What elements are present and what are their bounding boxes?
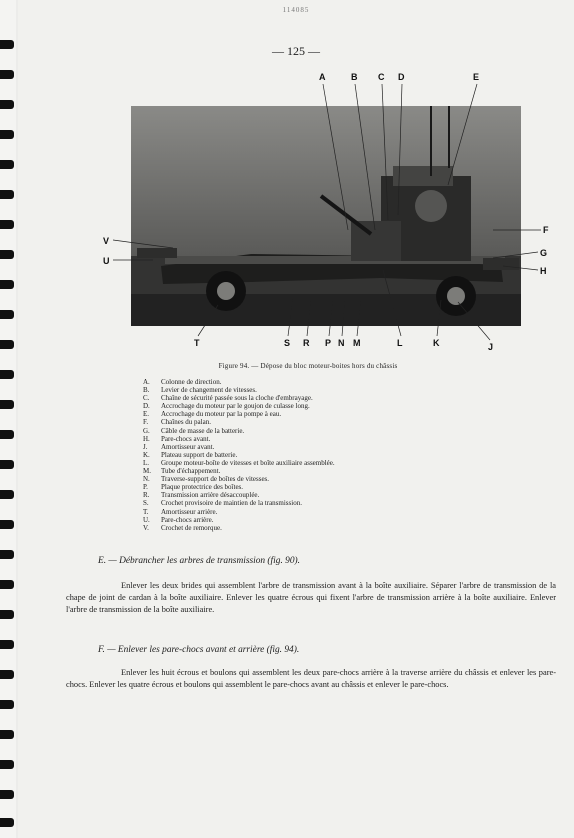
binding-ring (0, 190, 14, 199)
binding-ring (0, 340, 14, 349)
legend-item: K. Plateau support de batterie. (143, 450, 238, 459)
binding-ring (0, 490, 14, 499)
document-page (18, 0, 574, 838)
callout-label: A (319, 72, 326, 82)
binding-ring (0, 670, 14, 679)
binding-ring (0, 790, 14, 799)
spiral-binding (0, 0, 16, 838)
binding-ring (0, 130, 14, 139)
section-f-body: Enlever les huit écrous et boulons qui assemblent les deux pare-chocs arrière à la traverse arrière du châssis et enlever les pare-chocs. Enlever les quatre écrous et boulons qui assemblent le pare-chocs avant au châssis et enlever le pare-chocs. (66, 668, 556, 689)
legend-item: N. Traverse-support de boîtes de vitesses. (143, 475, 270, 484)
binding-ring (0, 280, 14, 289)
binding-ring (0, 400, 14, 409)
callout-label: B (351, 72, 358, 82)
binding-ring (0, 760, 14, 769)
section-e-title: E. — Débrancher les arbres de transmission (fig. 90). (98, 556, 300, 566)
legend-item: B. Levier de changement de vitesses. (143, 386, 257, 395)
binding-ring (0, 310, 14, 319)
callout-label: M (353, 338, 361, 348)
callout-label: T (194, 338, 200, 348)
callout-label: H (540, 266, 547, 276)
engine-removal-photo (131, 106, 521, 326)
binding-ring (0, 430, 14, 439)
legend-item: H. Pare-chocs avant. (143, 434, 211, 443)
callout-label: R (303, 338, 310, 348)
legend-item: E. Accrochage du moteur par la pompe à eau. (143, 410, 282, 419)
legend-item: L. Groupe moteur-boîte de vitesses et boîte auxiliaire assemblée. (143, 458, 335, 467)
callout-label: K (433, 338, 440, 348)
callout-label: C (378, 72, 385, 82)
callout-label: V (103, 236, 110, 246)
legend-item: R. Transmission arrière désaccouplée. (143, 491, 260, 500)
legend-item: M. Tube d'échappement. (143, 467, 221, 476)
section-e-body: Enlever les deux brides qui assemblent l'arbre de transmission avant à la boîte auxiliaire. Séparer l'arbre de transmission de la chape de joint de cardan à la boîte auxiliaire. Enlever les quatre écrous qui fixent l'arbre de transmission arrière à la boîte auxiliaire. Enlever l'arbre de transmission de la boîte auxiliaire. (66, 581, 556, 614)
engine-chassis-illustration (131, 106, 521, 326)
binding-ring (0, 70, 14, 79)
figure-caption: Figure 94. — Dépose du bloc moteur-boites hors du châssis (218, 362, 398, 370)
binding-ring (0, 250, 14, 259)
binding-ring (0, 700, 14, 709)
binding-ring (0, 550, 14, 559)
legend-item: D. Accrochage du moteur par le goujon de culasse long. (143, 402, 310, 411)
figure-legend (143, 378, 503, 532)
callout-label: S (284, 338, 291, 348)
callout-label: P (325, 338, 332, 348)
callout-label: L (397, 338, 403, 348)
callout-label: J (488, 342, 494, 352)
legend-item: P. Plaque protectrice des boîtes. (143, 483, 244, 492)
legend-item: U. Pare-chocs arrière. (143, 515, 214, 524)
binding-ring (0, 730, 14, 739)
callout-label: G (540, 248, 548, 258)
callout-label: F (543, 225, 549, 235)
binding-ring (0, 370, 14, 379)
binding-ring (0, 610, 14, 619)
binding-ring (0, 460, 14, 469)
binding-ring (0, 520, 14, 529)
legend-item: A. Colonne de direction. (143, 378, 222, 386)
binding-ring (0, 100, 14, 109)
binding-ring (0, 160, 14, 169)
binding-ring (0, 818, 14, 827)
callout-label: N (338, 338, 345, 348)
callout-label: D (398, 72, 405, 82)
figure-94 (103, 70, 573, 370)
legend-item: C. Chaîne de sécurité passée sous la cloche d'embrayage. (143, 394, 313, 403)
legend-item: F. Chaînes du palan. (143, 418, 211, 427)
legend-item: V. Crochet de remorque. (143, 523, 222, 532)
binding-ring (0, 640, 14, 649)
legend-item: S. Crochet provisoire de maintien de la transmission. (143, 499, 302, 508)
binding-ring (0, 220, 14, 229)
header-mark: 114085 (282, 6, 310, 14)
binding-ring (0, 40, 14, 49)
callout-label: U (103, 256, 110, 266)
legend-item: G. Câble de masse de la batterie. (143, 426, 245, 435)
binding-ring (0, 580, 14, 589)
page-number: — 125 — (272, 44, 320, 58)
section-f-title: F. — Enlever les pare-chocs avant et arrière (fig. 94). (98, 645, 300, 655)
callout-label: E (473, 72, 480, 82)
legend-item: J. Amortisseur avant. (143, 442, 215, 451)
legend-item: T. Amortisseur arrière. (143, 507, 218, 516)
